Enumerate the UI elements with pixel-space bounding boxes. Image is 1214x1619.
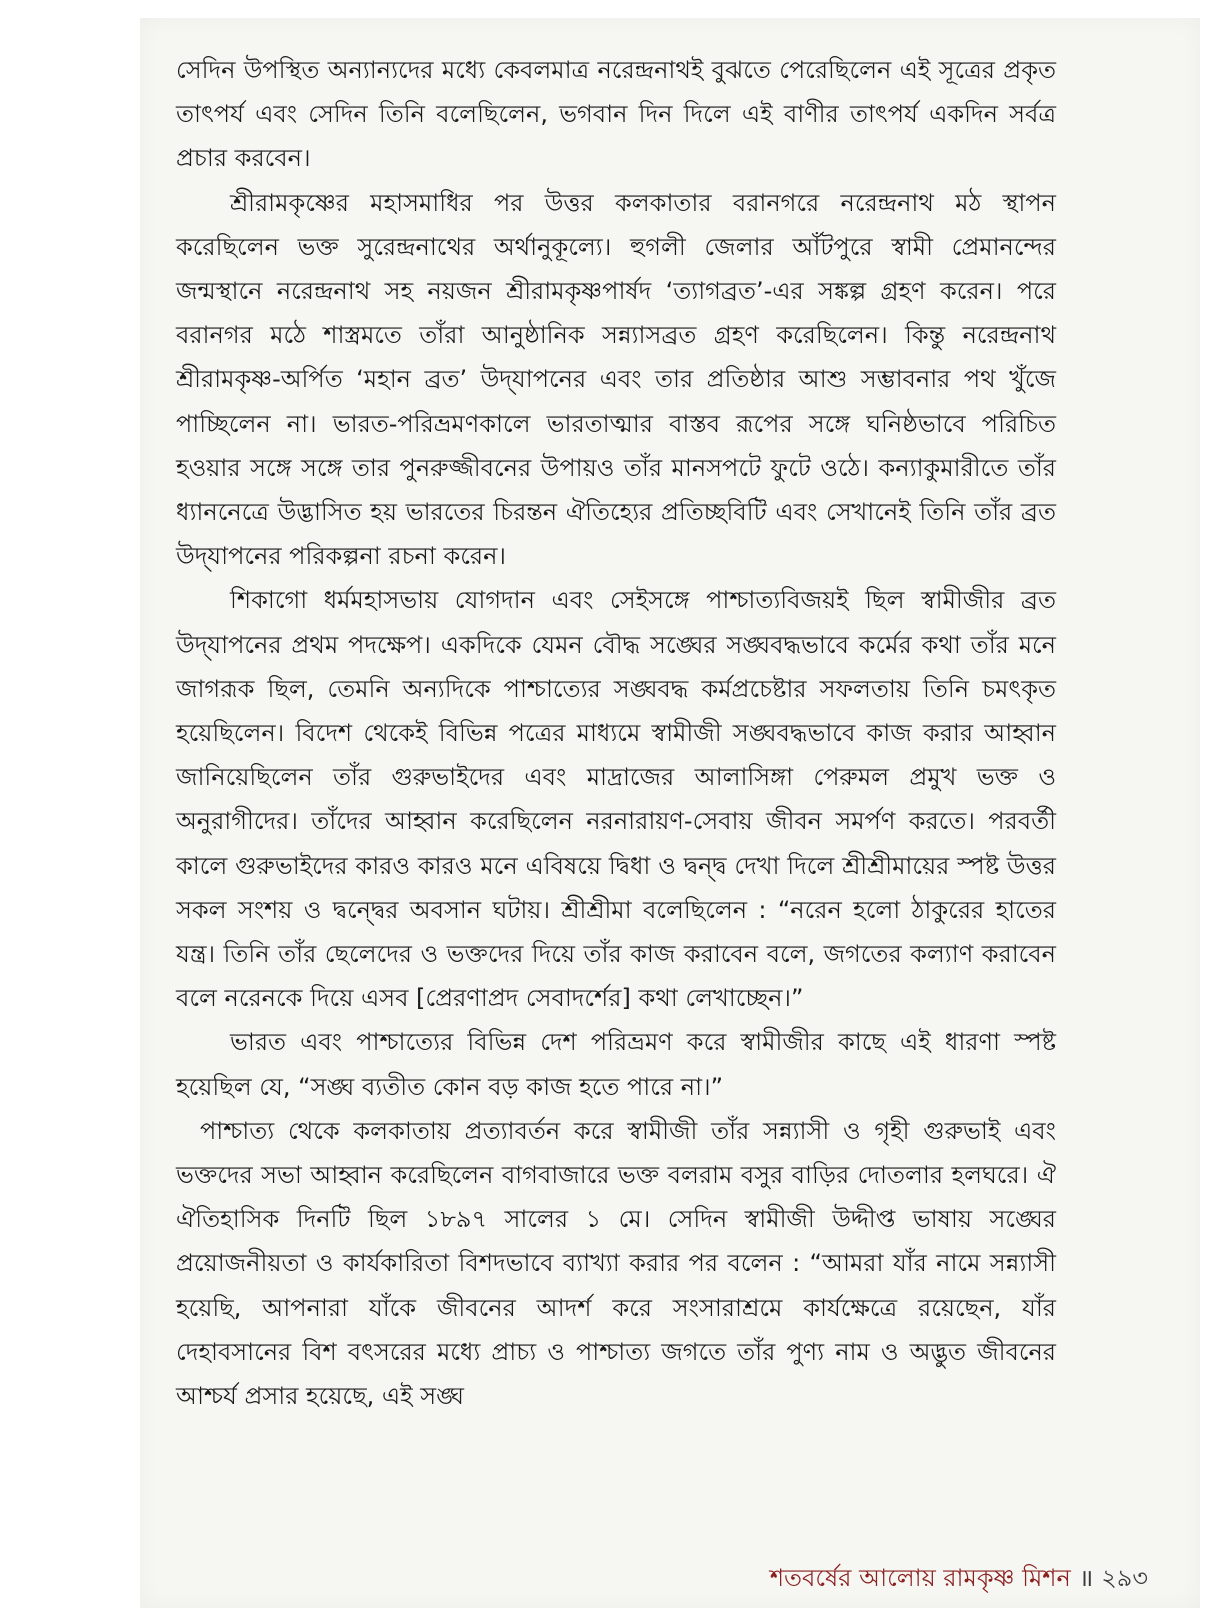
footer-book-title: শতবর্ষের আলোয় রামকৃষ্ণ মিশন	[769, 1564, 1071, 1592]
body-text	[176, 48, 1056, 1418]
paragraph-3: শিকাগো ধর্মমহাসভায় যোগদান এবং সেইসঙ্গে পাশ্চাত্যবিজয়ই ছিল স্বামীজীর ব্রত উদ্‌যাপনের প্রথম পদক্ষেপ। একদিকে যেমন বৌদ্ধ সঙ্ঘের সঙ্ঘবদ্ধভাবে কর্মের কথা তাঁর মনে জাগরূক ছিল, তেমনি অন্যদিকে পাশ্চাত্যের সঙ্ঘবদ্ধ কর্মপ্রচেষ্টার সফলতায় তিনি চমৎকৃত হয়েছিলেন। বিদেশ থেকেই বিভিন্ন পত্রের মাধ্যমে স্বামীজী সঙ্ঘবদ্ধভাবে কাজ করার আহ্বান জানিয়েছিলেন তাঁর গুরুভাইদের এবং মাদ্রাজের আলাসিঙ্গা পেরুমল প্রমুখ ভক্ত ও অনুরাগীদের। তাঁদের আহ্বান করেছিলেন নরনারায়ণ-সেবায় জীবন সমর্পণ করতে। পরবর্তী কালে গুরুভাইদের কারও কারও মনে এবিষয়ে দ্বিধা ও দ্বন্দ্ব দেখা দিলে শ্রীশ্রীমায়ের স্পষ্ট উত্তর সকল সংশয় ও দ্বন্দ্বের অবসান ঘটায়। শ্রীশ্রীমা বলেছিলেন : “নরেন হলো ঠাকুরের হাতের যন্ত্র। তিনি তাঁর ছেলেদের ও ভক্তদের দিয়ে তাঁর কাজ করাবেন বলে, জগতের কল্যাণ করাবেন বলে নরেনকে দিয়ে এসব [প্রেরণাপ্রদ সেবাদর্শের] কথা লেখাচ্ছেন।”	[176, 586, 1056, 1013]
paragraph-1: সেদিন উপস্থিত অন্যান্যদের মধ্যে কেবলমাত্র নরেন্দ্রনাথই বুঝতে পেরেছিলেন এই সূত্রের প্রকৃত তাৎপর্য এবং সেদিন তিনি বলেছিলেন, ভগবান দিন দিলে এই বাণীর তাৎপর্য একদিন সর্বত্র প্রচার করবেন।	[176, 56, 1056, 173]
paragraph-2: শ্রীরামকৃষ্ণের মহাসমাধির পর উত্তর কলকাতার বরানগরে নরেন্দ্রনাথ মঠ স্থাপন করেছিলেন ভক্ত সুরেন্দ্রনাথের অর্থানুকূল্যে। হুগলী জেলার আঁটপুরে স্বামী প্রেমানন্দের জন্মস্থানে নরেন্দ্রনাথ সহ নয়জন শ্রীরামকৃষ্ণপার্ষদ ‘ত্যাগব্রত’-এর সঙ্কল্প গ্রহণ করেন। পরে বরানগর মঠে শাস্ত্রমতে তাঁরা আনুষ্ঠানিক সন্ন্যাসব্রত গ্রহণ করেছিলেন। কিন্তু নরেন্দ্রনাথ শ্রীরামকৃষ্ণ-অর্পিত ‘মহান ব্রত’ উদ্‌যাপনের এবং তার প্রতিষ্ঠার আশু সম্ভাবনার পথ খুঁজে পাচ্ছিলেন না। ভারত-পরিভ্রমণকালে ভারতাত্মার বাস্তব রূপের সঙ্গে ঘনিষ্ঠভাবে পরিচিত হওয়ার সঙ্গে সঙ্গে তার পুনরুজ্জীবনের উপায়ও তাঁর মানসপটে ফুটে ওঠে। কন্যাকুমারীতে তাঁর ধ্যাননেত্রে উদ্ভাসিত হয় ভারতের চিরন্তন ঐতিহ্যের প্রতিচ্ছবিটি এবং সেখানেই তিনি তাঁর ব্রত উদ্‌যাপনের পরিকল্পনা রচনা করেন।	[176, 188, 1056, 571]
paragraph-5: পাশ্চাত্য থেকে কলকাতায় প্রত্যাবর্তন করে স্বামীজী তাঁর সন্ন্যাসী ও গৃহী গুরুভাই এবং ভক্তদের সভা আহ্বান করেছিলেন বাগবাজারে ভক্ত বলরাম বসুর বাড়ির দোতলার হলঘরে। ঐ ঐতিহাসিক দিনটি ছিল ১৮৯৭ সালের ১ মে। সেদিন স্বামীজী উদ্দীপ্ত ভাষায় সঙ্ঘের প্রয়োজনীয়তা ও কার্যকারিতা বিশদভাবে ব্যাখ্যা করার পর বলেন : “আমরা যাঁর নামে সন্ন্যাসী হয়েছি, আপনারা যাঁকে জীবনের আদর্শ করে সংসারাশ্রমে কার্যক্ষেত্রে রয়েছেন, যাঁর দেহাবসানের বিশ বৎসরের মধ্যে প্রাচ্য ও পাশ্চাত্য জগতে তাঁর পুণ্য নাম ও অদ্ভুত জীবনের আশ্চর্য প্রসার হয়েছে, এই সঙ্ঘ	[176, 1116, 1056, 1411]
footer-separator: ॥	[1078, 1564, 1094, 1592]
book-page	[140, 18, 1200, 1608]
paragraph-4: ভারত এবং পাশ্চাত্যের বিভিন্ন দেশ পরিভ্রমণ করে স্বামীজীর কাছে এই ধারণা স্পষ্ট হয়েছিল যে, “সঙ্ঘ ব্যতীত কোন বড় কাজ হতে পারে না।”	[176, 1028, 1056, 1101]
page-number: ২৯৩	[1101, 1564, 1148, 1592]
running-footer	[770, 1560, 1148, 1600]
